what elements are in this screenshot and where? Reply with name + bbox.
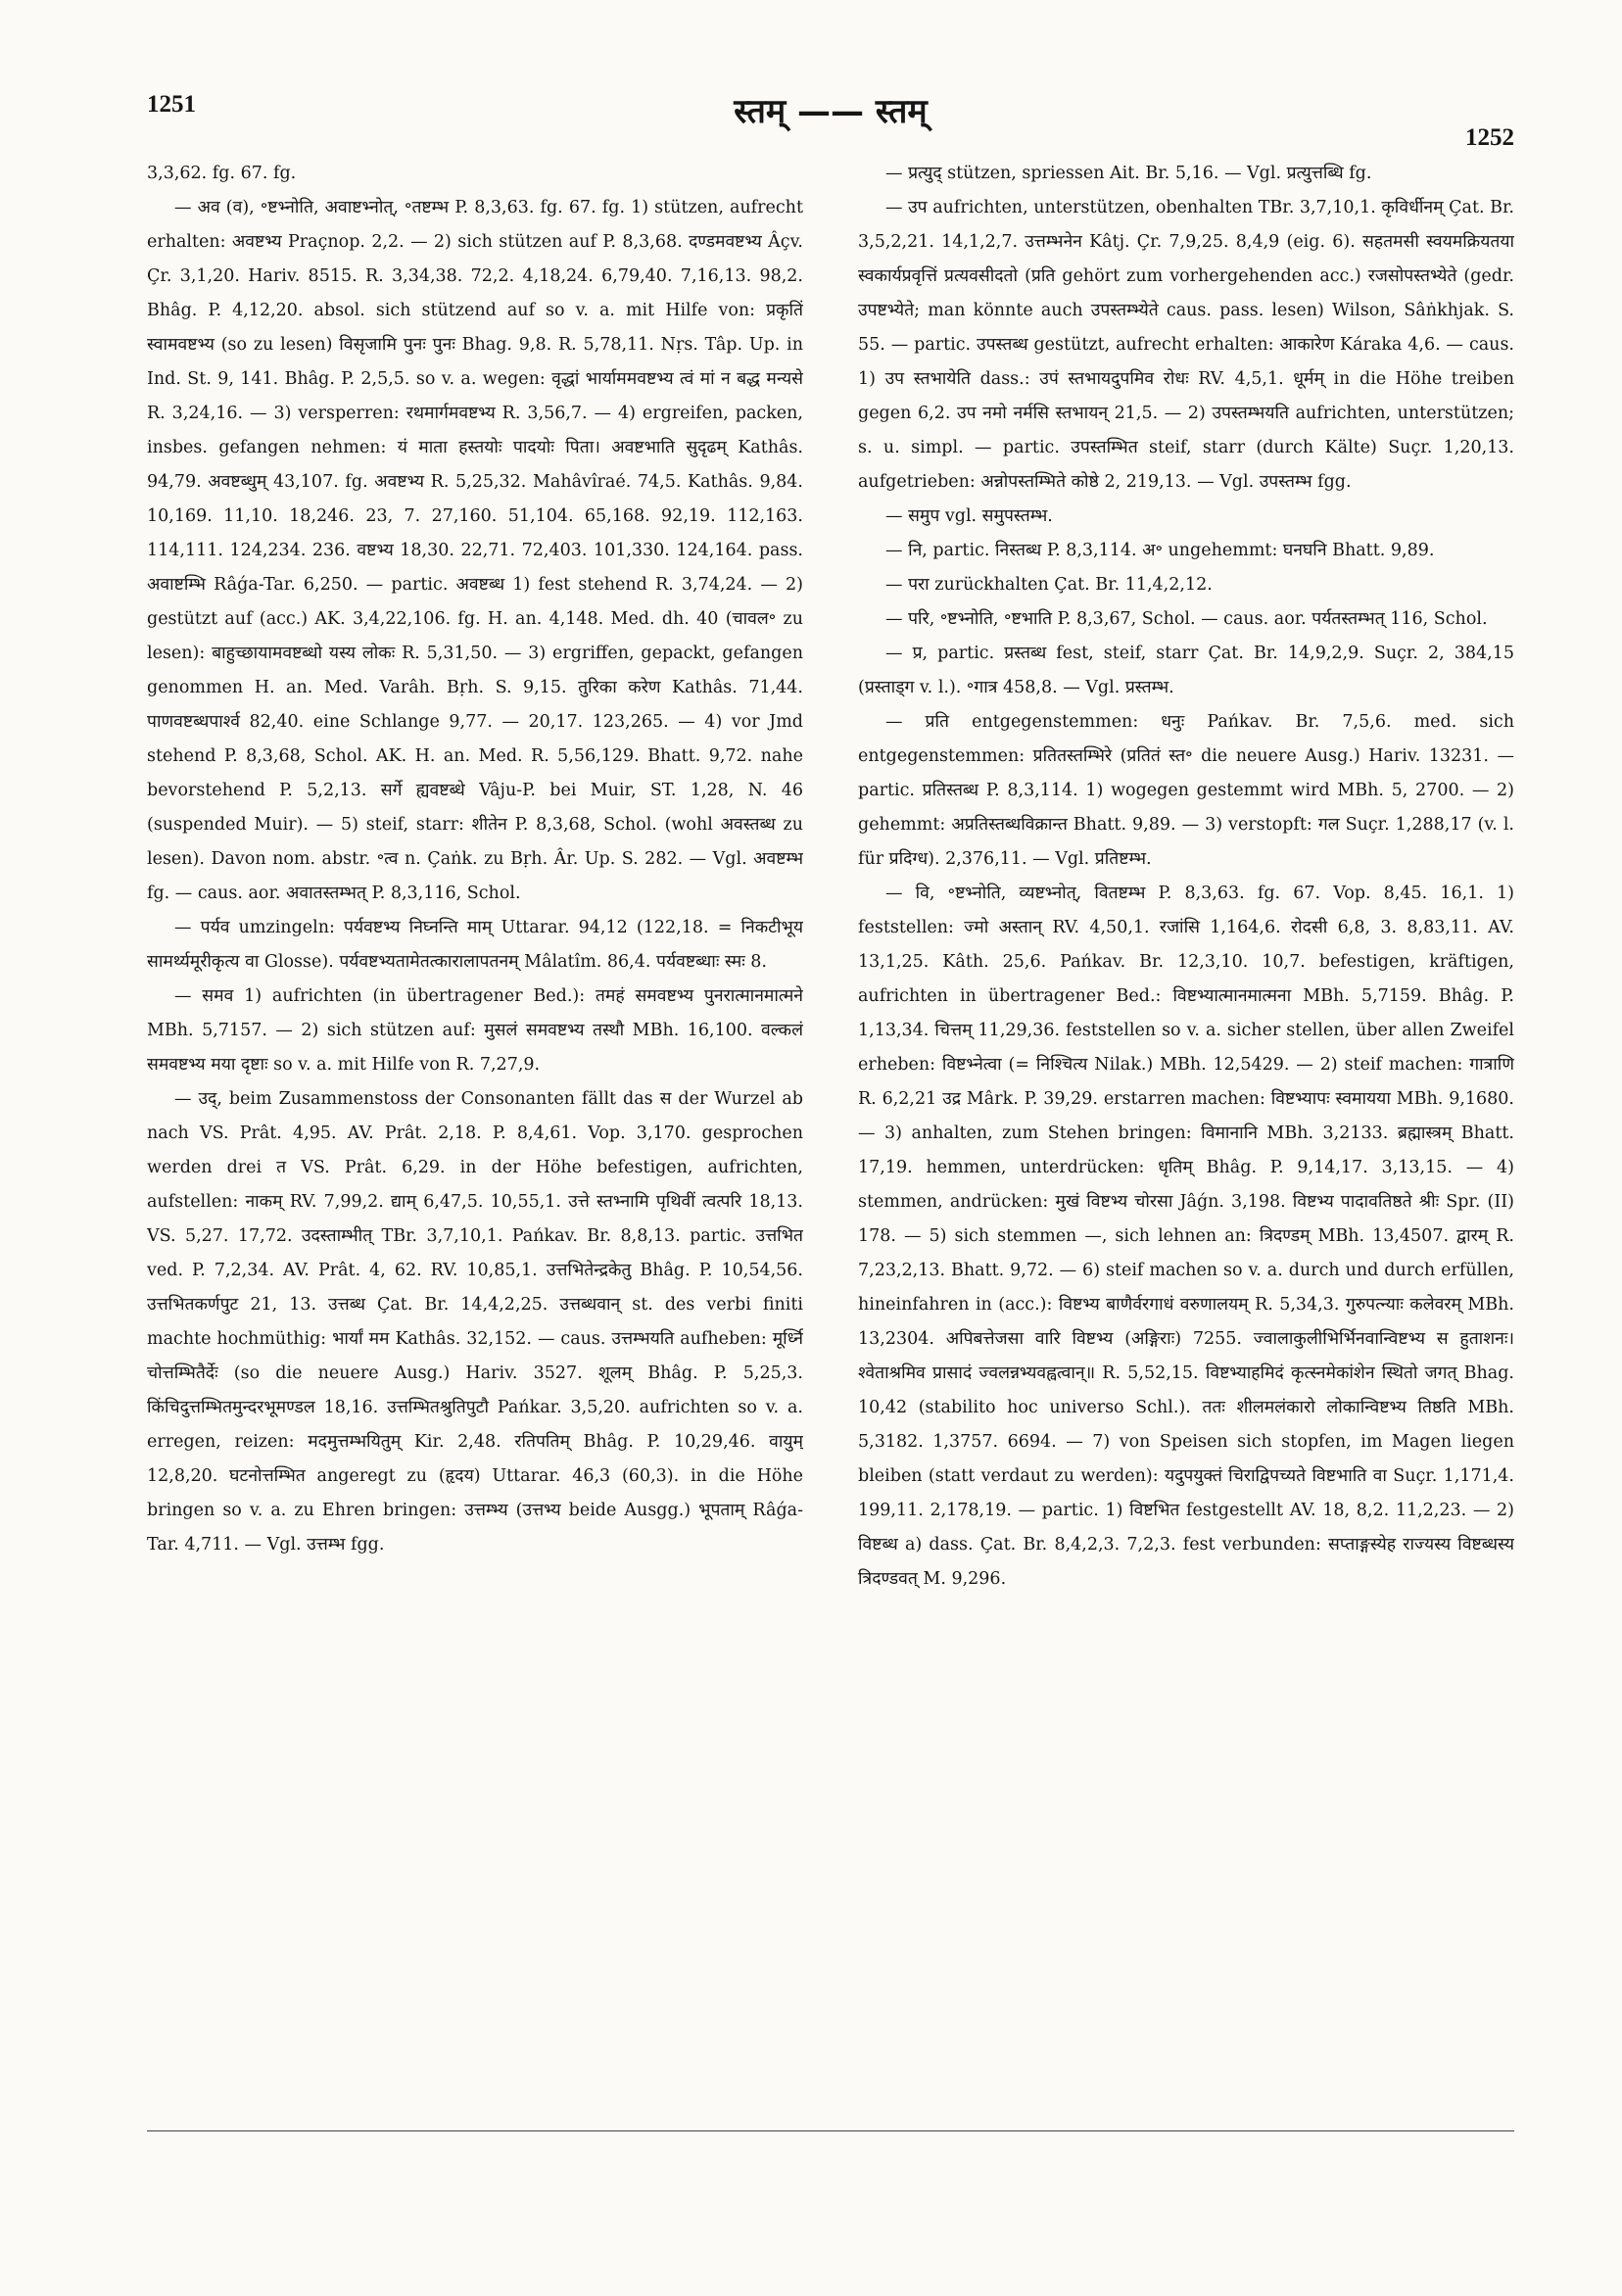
page-number-left: 1251 [147, 91, 196, 118]
dictionary-entry: 3,3,62. fg. 67. fg. [147, 164, 297, 183]
page-header [147, 83, 1514, 152]
dictionary-entry: — पर्यव umzingeln: पर्यवष्टभ्य निघ्नन्ति माम् Uttarar. 94,12 (122,18. = निकटीभूय सामर्थ्यमूरीकृत्य वा Glosse). पर्यवष्टभ्यतामेतत्कारालापतनम् Mâlatîm. 86,4. पर्यवष्टब्धाः स्मः 8. [147, 918, 803, 972]
dictionary-columns [147, 157, 1514, 2018]
dictionary-entry: — अव (व), ॰ष्टभ्नोति, अवाष्टभ्नोत्, ॰तष्टम्भ P. 8,3,63. fg. 67. fg. 1) stützen, aufrecht erhalten: अवष्टभ्य Praçnop. 2,2. — 2) sich stützen auf P. 8,3,68. दण्डमवष्टभ्य Âçv. Çr. 3,1,20. Hariv. 8515. R. 3,34,38. 72,2. 4,18,24. 6,79,40. 7,16,13. 98,2. Bhâg. P. 4,12,20. absol. sich stützend auf so v. a. mit Hilfe von: प्रकृतिं स्वामवष्टभ्य (so zu lesen) विसृजामि पुनः पुनः Bhag. 9,8. R. 5,78,11. Nṛs. Tâp. Up. in Ind. St. 9, 141. Bhâg. P. 2,5,5. so v. a. wegen: वृद्धां भार्याममवष्टभ्य त्वं मां न बद्ध मन्यसे R. 3,24,16. — 3) versperren: रथमार्गमवष्टभ्य R. 3,56,7. — 4) ergreifen, packen, insbes. gefangen nehmen: यं माता हस्तयोः पादयोः पिता। अवष्टभाति सुदृढम् Kathâs. 94,79. अवष्टब्धुम् 43,107. fg. अवष्टभ्य R. 5,25,32. Mahâvîraé. 74,5. Kathâs. 9,84. 10,169. 11,10. 18,246. 23, 7. 27,160. 51,104. 65,168. 92,19. 112,163. 114,111. 124,234. 236. वष्टभ्य 18,30. 22,71. 72,403. 101,330. 124,164. pass. अवाष्टम्भि Râǵa-Tar. 6,250. — partic. अवष्टब्ध 1) fest stehend R. 3,74,24. — 2) gestützt auf (acc.) AK. 3,4,22,106. fg. H. an. 4,148. Med. dh. 40 (चावल॰ zu lesen): बाहुच्छायामवष्टब्धो यस्य लोकः R. 5,31,50. — 3) ergriffen, gepackt, gefangen genommen H. an. Med. Varâh. Bṛh. S. 9,15. तुरिका करेण Kathâs. 71,44. पाणवष्टब्धपार्श्व 82,40. eine Schlange 9,77. — 20,17. 123,265. — 4) vor Jmd stehend P. 8,3,68, Schol. AK. H. an. Med. R. 5,56,129. Bhatt. 9,72. nahe bevorstehend P. 5,2,13. सर्गे ह्यवष्टब्धे Vâju-P. bei Muir, ST. 1,28, N. 46 (suspended Muir). — 5) steif, starr: शीतेन P. 8,3,68, Schol. (wohl अवस्तब्ध zu lesen). Davon nom. abstr. ॰त्व n. Çaṅk. zu Bṛh. Âr. Up. S. 282. — Vgl. अवष्टम्भ fg. — caus. aor. अवातस्तम्भत् P. 8,3,116, Schol. [147, 198, 803, 903]
dictionary-entry: — उप aufrichten, unterstützen, obenhalten TBr. 3,7,10,1. कृविर्धीनम् Çat. Br. 3,5,2,21. 14,1,2,7. उत्तम्भनेन Kâtj. Çr. 7,9,25. 8,4,9 (eig. 6). सहतमसी स्वयमक्रियतया स्वकार्यप्रवृत्तिं प्रत्यवसीदतो (प्रति gehört zum vorhergehenden acc.) रजसोपस्तभ्येते (gedr. उपष्टभ्येते; man könnte auch उपस्तम्भ्येते caus. pass. lesen) Wilson, Sâṅkhjak. S. 55. — partic. उपस्तब्ध gestützt, aufrecht erhalten: आकारेण Káraka 4,6. — caus. 1) उप स्तभायेति dass.: उपं स्तभायदुपमिव रोधः RV. 4,5,1. धूर्मम् in die Höhe treiben gegen 6,2. उप नमो नर्मसि स्तभायन् 21,5. — 2) उपस्तम्भयति aufrichten, unterstützen; s. u. simpl. — partic. उपस्तम्भित steif, starr (durch Kälte) Suçr. 1,20,13. aufgetrieben: अन्नोपस्तम्भिते कोष्ठे 2, 219,13. — Vgl. उपस्तम्भ fgg. [858, 198, 1514, 492]
left-column [147, 157, 803, 2018]
dictionary-entry: — समव 1) aufrichten (in übertragener Bed.): तमहं समवष्टभ्य पुनरात्मानमात्मने MBh. 5,7157. — 2) sich stützen auf: मुसलं समवष्टभ्य तस्थौ MBh. 16,100. वल्कलं समवष्टभ्य मया दृष्टाः so v. a. mit Hilfe von R. 7,27,9. [147, 986, 803, 1075]
page-number-right: 1252 [1465, 124, 1514, 151]
dictionary-entry: — परा zurückhalten Çat. Br. 11,4,2,12. [885, 575, 1213, 595]
running-headword: स्तम् —— स्तम् [734, 92, 928, 131]
right-column [858, 157, 1514, 2018]
dictionary-entry: — नि, partic. निस्तब्ध P. 8,3,114. अ॰ ungehemmt: घनघनि Bhatt. 9,89. [885, 541, 1435, 560]
dictionary-entry: — परि, ॰ष्टभ्नोति, ॰ष्टभाति P. 8,3,67, Schol. — caus. aor. पर्यतस्तम्भत् 116, Schol. [885, 609, 1488, 629]
dictionary-entry: — प्र, partic. प्रस्तब्ध fest, steif, starr Çat. Br. 14,9,2,9. Suçr. 2, 384,15 (प्रस्ताड्ग v. l.). ॰गात्र 458,8. — Vgl. प्रस्तम्भ. [858, 644, 1514, 697]
dictionary-entry: — प्रति entgegenstemmen: धनुः Pańkav. Br. 7,5,6. med. sich entgegenstemmen: प्रतितस्तम्भिरे (प्रतितं स्त॰ die neuere Ausg.) Hariv. 13231. — partic. प्रतिस्तब्ध P. 8,3,114. 1) wogegen gestemmt wird MBh. 5, 2700. — 2) gehemmt: अप्रतिस्तब्धविक्रान्त Bhatt. 9,89. — 3) verstopft: गल Suçr. 1,288,17 (v. l. für प्रदिग्ध). 2,376,11. — Vgl. प्रतिष्टम्भ. [858, 712, 1514, 869]
dictionary-entry: — वि, ॰ष्टभ्नोति, व्यष्टभ्नोत्, वितष्टम्भ P. 8,3,63. fg. 67. Vop. 8,45. 16,1. 1) feststellen: ज्मो अस्तान् RV. 4,50,1. रजांसि 1,164,6. रोदसी 6,8, 3. 8,83,11. AV. 13,1,25. Kâth. 25,6. Pańkav. Br. 12,3,10. 10,7. befestigen, kräftigen, aufrichten in übertragener Bed.: विष्टभ्यात्मानमात्मना MBh. 5,7159. Bhâg. P. 1,13,34. चित्तम् 11,29,36. feststellen so v. a. sicher stellen, über allen Zweifel erheben: विष्टभ्नेत्वा (= निश्चित्य Nilak.) MBh. 12,5429. — 2) steif machen: गात्राणि R. 6,2,21 उद्र Mârk. P. 39,29. erstarren machen: विष्टभ्यापः स्वमायया MBh. 9,1680. — 3) anhalten, zum Stehen bringen: विमानानि MBh. 3,2133. ब्रह्मास्त्रम् Bhatt. 17,19. hemmen, unterdrücken: धृतिम् Bhâg. P. 9,14,17. 3,13,15. — 4) stemmen, andrücken: मुखं विष्टभ्य चोरसा Jâǵn. 3,198. विष्टभ्य पादावतिष्ठते श्रीः Spr. (II) 178. — 5) sich stemmen —, sich lehnen an: त्रिदण्डम् MBh. 13,4507. द्वारम् R. 7,23,2,13. Bhatt. 9,72. — 6) steif machen so v. a. durch und durch erfüllen, hineinfahren in (acc.): विष्टभ्य बाणैर्वरगाधं वरुणालयम् R. 5,34,3. गुरुपत्न्याः कलेवरम् MBh. 13,2304. अपिबत्तेजसा वारि विष्टभ्य (अङ्गिराः) 7255. ज्वालाकुलीभिर्भिनवान्विष्टभ्य स हुताशनः। श्वेताश्रमिव प्रासादं ज्वलन्नभ्यवह्वत्वान्॥ R. 5,52,15. विष्टभ्याहमिदं कृत्स्नमेकांशेन स्थितो जगत् Bhag. 10,42 (stabilito hoc universo Schl.). ततः शीलमलंकारो लोकान्विष्टभ्य तिष्ठति MBh. 5,3182. 1,3757. 6694. — 7) von Speisen sich stopfen, im Magen liegen bleiben (statt verdaut zu werden): यदुपयुक्तं चिराद्विपच्यते विष्टभाति वा Suçr. 1,171,4. 199,11. 2,178,19. — partic. 1) विष्टभित festgestellt AV. 18, 8,2. 11,2,23. — 2) विष्टब्ध a) dass. Çat. Br. 8,4,2,3. 7,2,3. fest verbunden: सप्ताङ्गस्येह राज्यस्य विष्टब्धस्य त्रिदण्डवत् M. 9,296. [858, 884, 1514, 1589]
dictionary-entry: — प्रत्युद् stützen, spriessen Ait. Br. 5,16. — Vgl. प्रत्युत्तब्धि fg. [885, 164, 1372, 183]
footer-rule [147, 2130, 1514, 2131]
dictionary-entry: — समुप vgl. समुपस्तम्भ. [885, 506, 1053, 526]
dictionary-entry: — उद्, beim Zusammenstoss der Consonanten fällt das स der Wurzel ab nach VS. Prât. 4,95. AV. Prât. 2,18. P. 8,4,61. Vop. 3,170. gesprochen werden drei त VS. Prât. 6,29. in der Höhe befestigen, aufrichten, aufstellen: नाकम् RV. 7,99,2. द्याम् 6,47,5. 10,55,1. उत्ते स्तभ्नामि पृथिवीं त्वत्परि 18,13. VS. 5,27. 17,72. उदस्ताम्भीत् TBr. 3,7,10,1. Pańkav. Br. 8,8,13. partic. उत्तभित ved. P. 7,2,34. AV. Prât. 4, 62. RV. 10,85,1. उत्तभितेन्द्रकेतु Bhâg. P. 10,54,56. उत्तभितकर्णपुट 21, 13. उत्तब्ध Çat. Br. 14,4,2,25. उत्तब्धवान् st. des verbi finiti machte hochmüthig: भार्यां मम Kathâs. 32,152. — caus. उत्तम्भयति aufheben: मूर्ध्नि चोत्तम्भितैर्देः (so die neuere Ausg.) Hariv. 3527. शूलम् Bhâg. P. 5,25,3. किंचिदुत्तम्भितमुन्दरभूमण्डल 18,16. उत्तम्भितश्रुतिपुटौ Pańkar. 3,5,20. aufrichten so v. a. erregen, reizen: मदमुत्तम्भयितुम् Kir. 2,48. रतिपतिम् Bhâg. P. 10,29,46. वायुम् 12,8,20. घटनोत्तम्भित angeregt zu (हृदय) Uttarar. 46,3 (60,3). in die Höhe bringen so v. a. zu Ehren bringen: उत्तम्भ्य (उत्तभ्य beide Ausgg.) भूपताम् Râǵa-Tar. 4,711. — Vgl. उत्तम्भ fgg. [147, 1089, 803, 1555]
